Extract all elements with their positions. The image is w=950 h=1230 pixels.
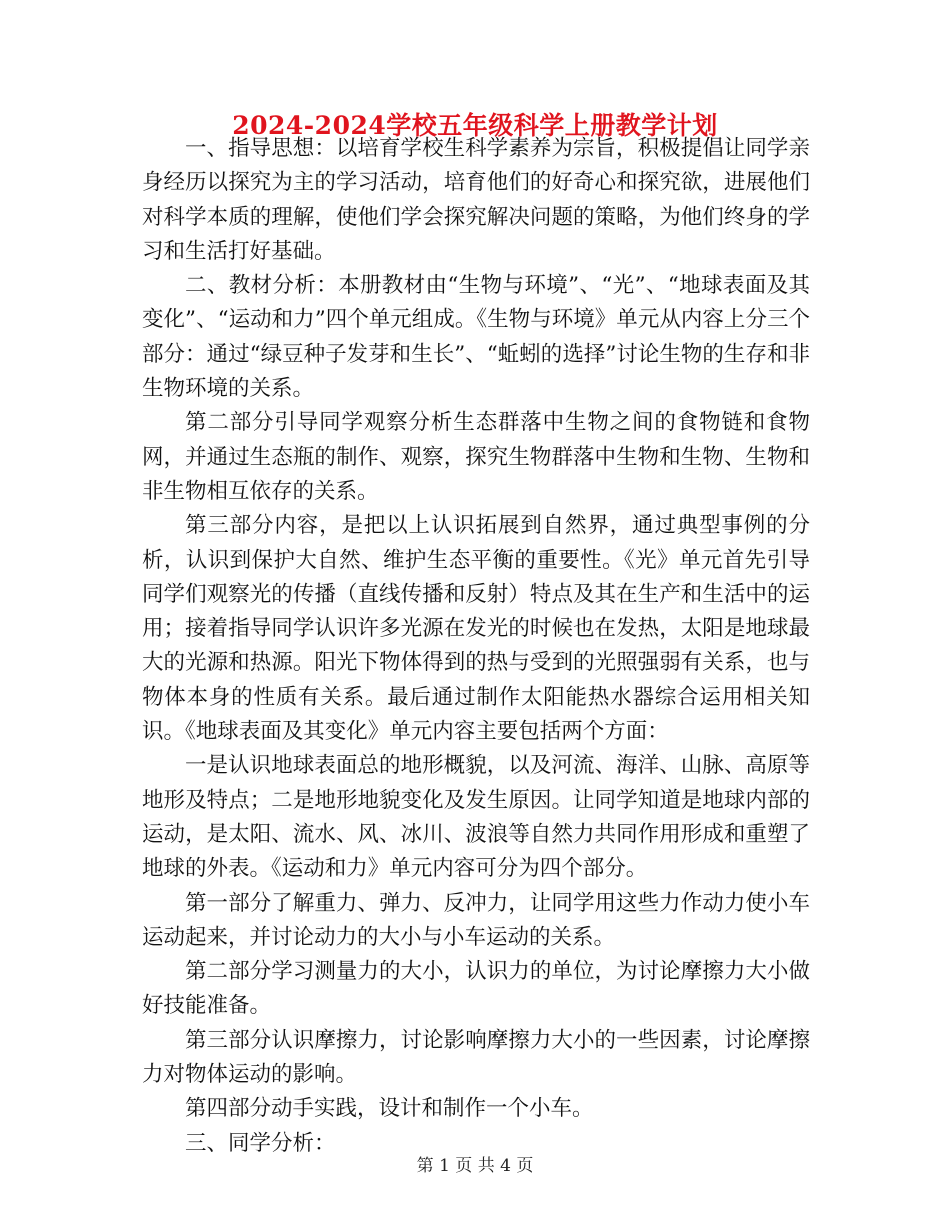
paragraph-guiding-thought: 一、指导思想：以培育学校生科学素养为宗旨，积极提倡让同学亲身经历以探究为主的学习活动，培育他们的好奇心和探究欲，进展他们对科学本质的理解，使他们学会探究解决问题的策略，为他们终身的学习和生活打好基础。 (142, 136, 810, 264)
paragraph-part-three: 第三部分内容，是把以上认识拓展到自然界，通过典型事例的分析，认识到保护大自然、维护生态平衡的重要性。《光》单元首先引导同学们观察光的传播（直线传播和反射）特点及其在生产和生活中的运用；接着指导同学认识许多光源在发光的时候也在发热，太阳是地球最大的光源和热源。阳光下物体得到的热与受到的光照强弱有关系，也与物体本身的性质有关系。最后通过制作太阳能热水器综合运用相关知识。《地球表面及其变化》单元内容主要包括两个方面： (142, 513, 810, 745)
paragraph-motion-part-four: 第四部分动手实践，设计和制作一个小车。 (185, 1096, 594, 1122)
paragraph-motion-part-one: 第一部分了解重力、弹力、反冲力，让同学用这些力作动力使小车运动起来，并讨论动力的大小与小车运动的关系。 (142, 890, 810, 950)
paragraph-student-analysis-heading: 三、同学分析： (185, 1130, 336, 1156)
document-title: 2024-2024学校五年级科学上册教学计划 (232, 111, 718, 140)
paragraph-earth-surface: 一是认识地球表面总的地形概貌，以及河流、海洋、山脉、高原等地形及特点；二是地形地貌变化及发生原因。让同学知道是地球内部的运动，是太阳、流水、风、冰川、波浪等自然力共同作用形成和重塑了地球的外表。《运动和力》单元内容可分为四个部分。 (142, 753, 810, 882)
paragraph-textbook-analysis: 二、教材分析：本册教材由“生物与环境”、“光”、“地球表面及其变化”、“运动和力”四个单元组成。《生物与环境》单元从内容上分三个部分：通过“绿豆种子发芽和生长”、“蚯蚓的选择”讨论生物的生存和非生物环境的关系。 (142, 273, 810, 402)
page-footer: 第 1 页 共 4 页 (416, 1156, 534, 1176)
document-body (142, 132, 810, 1161)
paragraph-motion-part-three: 第三部分认识摩擦力，讨论影响摩擦力大小的一些因素，讨论摩擦力对物体运动的影响。 (142, 1027, 810, 1088)
paragraph-motion-part-two: 第二部分学习测量力的大小，认识力的单位，为讨论摩擦力大小做好技能准备。 (142, 959, 810, 1019)
paragraph-part-two: 第二部分引导同学观察分析生态群落中生物之间的食物链和食物网，并通过生态瓶的制作、观察，探究生物群落中生物和生物、生物和非生物相互依存的关系。 (142, 410, 810, 504)
